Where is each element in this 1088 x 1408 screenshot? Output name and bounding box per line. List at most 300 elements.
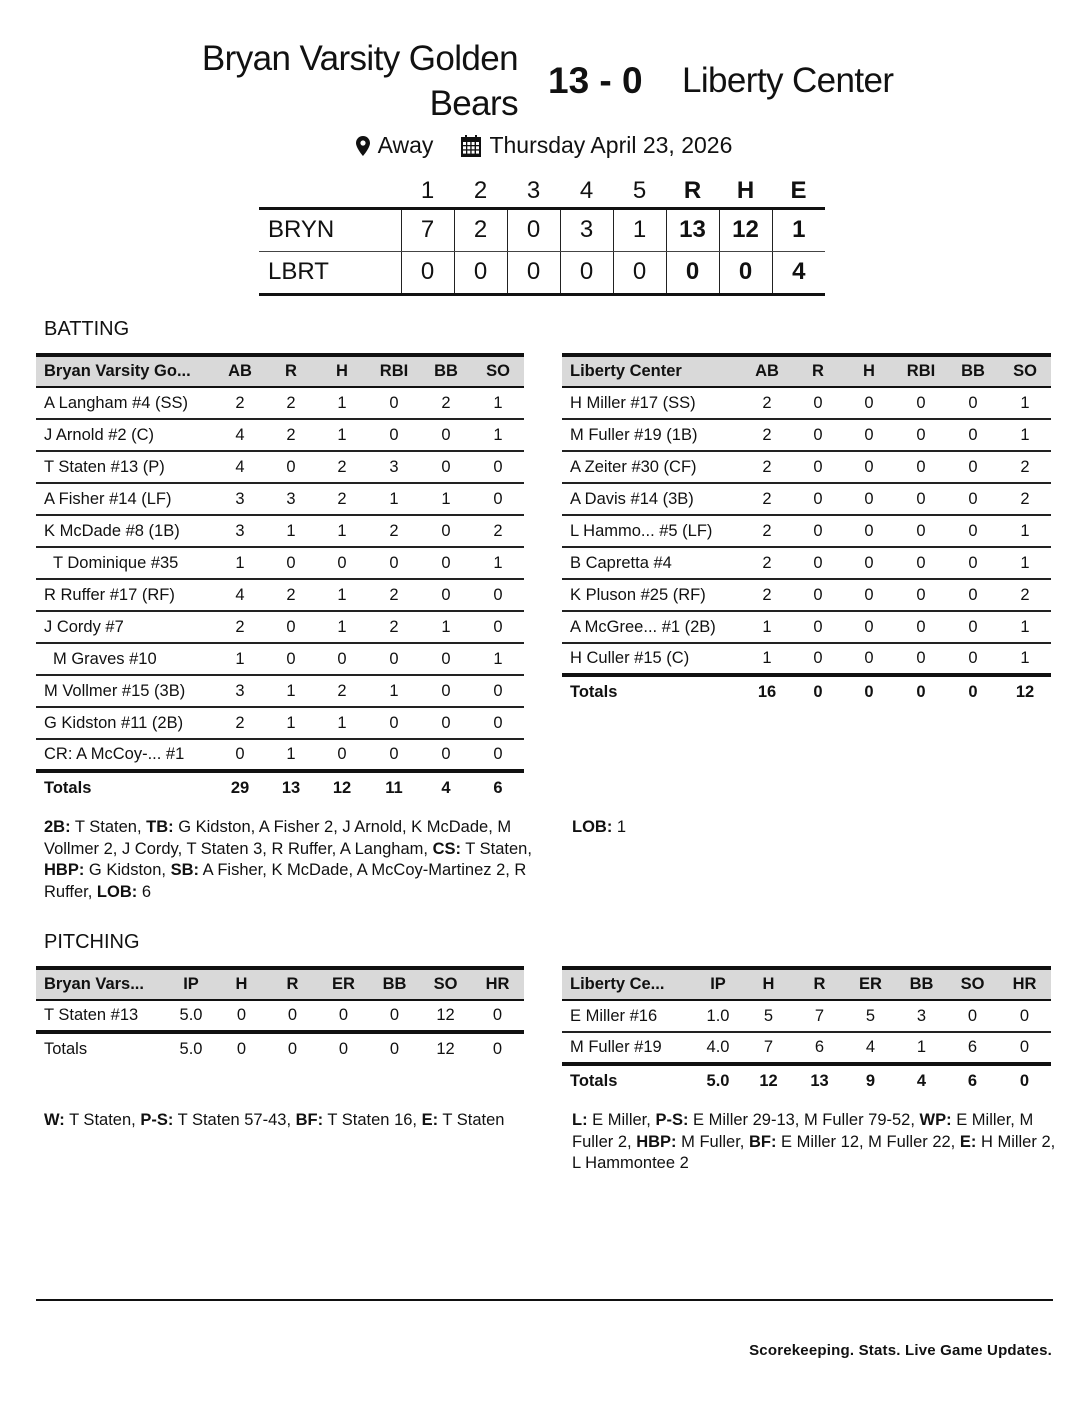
stat-value: 4 bbox=[214, 579, 266, 611]
stat-value: 1 bbox=[214, 643, 266, 675]
inning-header: 3 bbox=[526, 177, 541, 205]
stat-value: 3 bbox=[214, 515, 266, 547]
player-row bbox=[36, 643, 524, 675]
stat-value: 0 bbox=[843, 387, 895, 419]
total-value: 0 bbox=[864, 682, 874, 701]
player-name: M Fuller #19 bbox=[562, 1032, 693, 1064]
total-value: 0 bbox=[338, 1039, 349, 1058]
stat-value: 0 bbox=[998, 1000, 1051, 1032]
team-column-header: Liberty Ce... bbox=[562, 968, 693, 1000]
stat-value: 0 bbox=[843, 643, 895, 675]
runs-total: 0 bbox=[666, 251, 719, 294]
stat-value: 5 bbox=[743, 1000, 794, 1032]
total-value: 0 bbox=[389, 1039, 400, 1058]
runs-header: R bbox=[683, 177, 702, 205]
stat-value: 0 bbox=[947, 611, 999, 643]
inning-score: 2 bbox=[454, 208, 507, 251]
player-name: H Culler #15 (C) bbox=[562, 643, 741, 675]
stat-column-header: BB bbox=[896, 968, 947, 1000]
player-row bbox=[562, 483, 1051, 515]
hits-header: H bbox=[736, 177, 755, 205]
map-pin-icon bbox=[356, 136, 370, 156]
linescore-team: BRYN bbox=[259, 208, 401, 251]
inning-header: 5 bbox=[632, 177, 647, 205]
player-name: K McDade #8 (1B) bbox=[36, 515, 214, 547]
inning-score: 0 bbox=[560, 251, 613, 294]
inning-score: 1 bbox=[613, 208, 666, 251]
inning-score: 0 bbox=[401, 251, 454, 294]
inning-score: 0 bbox=[613, 251, 666, 294]
stat-value: 4.0 bbox=[693, 1032, 743, 1064]
stat-header-row bbox=[36, 355, 524, 387]
player-row bbox=[562, 515, 1051, 547]
stat-value: 0 bbox=[266, 611, 316, 643]
totals-row bbox=[36, 771, 524, 803]
team-column-header: Bryan Vars... bbox=[36, 968, 166, 1000]
stat-value: 0 bbox=[472, 451, 524, 483]
stat-value: 5 bbox=[845, 1000, 896, 1032]
stat-value: 0 bbox=[368, 707, 420, 739]
player-name: E Miller #16 bbox=[562, 1000, 693, 1032]
pitching-section-title: PITCHING bbox=[44, 931, 140, 953]
stat-value: 0 bbox=[947, 547, 999, 579]
stat-value: 0 bbox=[420, 515, 472, 547]
stat-value: 1 bbox=[420, 611, 472, 643]
stat-value: 2 bbox=[266, 579, 316, 611]
team-column-header: Liberty Center bbox=[562, 355, 741, 387]
total-value: 5.0 bbox=[706, 1071, 730, 1090]
stat-value: 0 bbox=[316, 547, 368, 579]
stat-value: 1 bbox=[316, 611, 368, 643]
stat-value: 2 bbox=[368, 611, 420, 643]
stat-column-header: R bbox=[267, 968, 318, 1000]
stat-value: 2 bbox=[741, 451, 793, 483]
total-value: 0 bbox=[236, 1039, 247, 1058]
stat-value: 0 bbox=[843, 483, 895, 515]
stat-header-row bbox=[562, 968, 1051, 1000]
linescore-row bbox=[259, 208, 825, 251]
stat-column-header: HR bbox=[471, 968, 524, 1000]
linescore-team-header bbox=[259, 176, 401, 208]
stat-value: 7 bbox=[794, 1000, 845, 1032]
linescore-row bbox=[259, 251, 825, 294]
stat-value: 0 bbox=[420, 451, 472, 483]
note-label: BF: bbox=[295, 1111, 324, 1129]
total-value: 0 bbox=[813, 682, 823, 701]
stat-value: 7 bbox=[743, 1032, 794, 1064]
total-value: 5.0 bbox=[179, 1039, 203, 1058]
note-text: M Fuller, bbox=[676, 1132, 749, 1151]
totals-row bbox=[36, 1032, 524, 1064]
total-value: 11 bbox=[385, 778, 403, 797]
location-label: Away bbox=[377, 132, 434, 158]
final-score: 13 - 0 bbox=[548, 60, 643, 101]
stat-value: 0 bbox=[420, 675, 472, 707]
note-label: LOB: bbox=[572, 818, 613, 836]
stat-value: 2 bbox=[214, 611, 266, 643]
errors-header: E bbox=[790, 177, 807, 205]
note-label: HBP: bbox=[636, 1132, 677, 1151]
note-label: P-S: bbox=[655, 1111, 689, 1129]
stat-value: 1 bbox=[316, 515, 368, 547]
total-value: 6 bbox=[493, 778, 503, 797]
stat-value: 0 bbox=[895, 451, 947, 483]
note-label: BF: bbox=[748, 1132, 777, 1151]
stat-value: 0 bbox=[843, 419, 895, 451]
stat-value: 0 bbox=[843, 611, 895, 643]
calendar-icon bbox=[461, 135, 481, 157]
stat-value: 0 bbox=[266, 643, 316, 675]
hits-total: 12 bbox=[719, 208, 772, 251]
errors-total: 1 bbox=[772, 208, 825, 251]
totals-label: Totals bbox=[44, 1039, 88, 1058]
player-name: M Fuller #19 (1B) bbox=[562, 419, 741, 451]
player-name: L Hammo... #5 (LF) bbox=[562, 515, 741, 547]
stat-column-header: IP bbox=[166, 968, 216, 1000]
home-batting-notes bbox=[44, 817, 534, 903]
note-label: 2B: bbox=[44, 818, 71, 836]
stat-value: 1 bbox=[999, 547, 1051, 579]
stat-value: 2 bbox=[741, 579, 793, 611]
stat-value: 0 bbox=[420, 547, 472, 579]
player-name: B Capretta #4 bbox=[562, 547, 741, 579]
note-text: T Staten 16, bbox=[323, 1111, 422, 1129]
stat-value: 0 bbox=[318, 1000, 369, 1032]
stat-value: 0 bbox=[895, 579, 947, 611]
stat-value: 2 bbox=[368, 579, 420, 611]
stat-value: 0 bbox=[266, 547, 316, 579]
stat-column-header: SO bbox=[999, 355, 1051, 387]
player-row bbox=[562, 611, 1051, 643]
stat-value: 2 bbox=[214, 707, 266, 739]
stat-value: 0 bbox=[368, 739, 420, 771]
note-label: TB: bbox=[146, 818, 174, 836]
home-team-name: Bryan Varsity Golden Bears bbox=[201, 39, 518, 123]
total-value: 0 bbox=[968, 682, 978, 701]
stat-value: 2 bbox=[214, 387, 266, 419]
stat-value: 1 bbox=[999, 419, 1051, 451]
stat-value: 1 bbox=[741, 643, 793, 675]
stat-value: 0 bbox=[368, 643, 420, 675]
stat-value: 1 bbox=[741, 611, 793, 643]
inning-score: 0 bbox=[507, 208, 560, 251]
player-name: M Graves #10 bbox=[36, 643, 214, 675]
stat-value: 5.0 bbox=[166, 1000, 216, 1032]
stat-value: 2 bbox=[368, 515, 420, 547]
note-label: WP: bbox=[919, 1111, 952, 1129]
stat-value: 2 bbox=[741, 547, 793, 579]
note-text: T Staten, bbox=[461, 839, 532, 858]
footer-divider bbox=[36, 1299, 1053, 1301]
stat-value: 0 bbox=[266, 451, 316, 483]
stat-value: 0 bbox=[316, 643, 368, 675]
player-row bbox=[36, 739, 524, 771]
stat-column-header: H bbox=[743, 968, 794, 1000]
stat-value: 3 bbox=[368, 451, 420, 483]
stat-value: 1 bbox=[266, 739, 316, 771]
stat-value: 1 bbox=[214, 547, 266, 579]
stat-column-header: ER bbox=[318, 968, 369, 1000]
stat-value: 0 bbox=[947, 1000, 998, 1032]
stat-value: 0 bbox=[895, 611, 947, 643]
stat-value: 1 bbox=[472, 387, 524, 419]
player-name: A McGree... #1 (2B) bbox=[562, 611, 741, 643]
stat-value: 0 bbox=[214, 739, 266, 771]
total-value: 4 bbox=[916, 1071, 927, 1090]
stat-column-header: H bbox=[316, 355, 368, 387]
stat-value: 0 bbox=[947, 579, 999, 611]
note-text: T Staten bbox=[438, 1111, 505, 1129]
player-name: M Vollmer #15 (3B) bbox=[36, 675, 214, 707]
stat-value: 0 bbox=[998, 1032, 1051, 1064]
inning-score: 0 bbox=[454, 251, 507, 294]
stat-value: 0 bbox=[793, 547, 843, 579]
note-text: A Fisher, K McDade, A McCoy-Martinez 2, R Ruffer, bbox=[44, 861, 527, 901]
player-row bbox=[36, 1000, 524, 1032]
linescore-header-row bbox=[259, 176, 825, 208]
totals-label: Totals bbox=[44, 778, 92, 797]
stat-value: 0 bbox=[793, 451, 843, 483]
total-value: 16 bbox=[757, 682, 777, 701]
stat-value: 1 bbox=[266, 675, 316, 707]
player-row bbox=[36, 547, 524, 579]
home-batting-table bbox=[36, 353, 524, 803]
stat-value: 1 bbox=[472, 419, 524, 451]
stat-value: 0 bbox=[947, 483, 999, 515]
away-pitching-notes bbox=[572, 1110, 1056, 1175]
stat-value: 2 bbox=[266, 387, 316, 419]
stat-column-header: AB bbox=[214, 355, 266, 387]
note-text: G Kidston, A Fisher 2, J Arnold, K McDade, M Vollmer 2, J Cordy, T Staten 3, R Ruffer, A Langham, bbox=[44, 818, 512, 858]
player-row bbox=[36, 611, 524, 643]
total-value: 9 bbox=[865, 1071, 876, 1090]
linescore-table bbox=[259, 176, 825, 296]
stat-value: 0 bbox=[368, 387, 420, 419]
stat-column-header: SO bbox=[472, 355, 524, 387]
stat-column-header: SO bbox=[420, 968, 471, 1000]
stat-value: 0 bbox=[472, 611, 524, 643]
player-name: A Zeiter #30 (CF) bbox=[562, 451, 741, 483]
stat-value: 1 bbox=[368, 483, 420, 515]
stat-value: 0 bbox=[947, 643, 999, 675]
stat-value: 0 bbox=[793, 643, 843, 675]
stat-value: 6 bbox=[794, 1032, 845, 1064]
stat-value: 0 bbox=[471, 1000, 524, 1032]
stat-value: 2 bbox=[472, 515, 524, 547]
stat-value: 0 bbox=[895, 483, 947, 515]
errors-total: 4 bbox=[772, 251, 825, 294]
stat-value: 2 bbox=[999, 451, 1051, 483]
note-label: CS: bbox=[432, 839, 461, 858]
location bbox=[356, 132, 434, 159]
note-label: P-S: bbox=[140, 1111, 174, 1129]
stat-value: 3 bbox=[214, 483, 266, 515]
batting-section-title: BATTING bbox=[44, 318, 130, 340]
stat-column-header: IP bbox=[693, 968, 743, 1000]
totals-row bbox=[562, 1064, 1051, 1096]
footer-tagline: Scorekeeping. Stats. Live Game Updates. bbox=[749, 1342, 1052, 1359]
player-row bbox=[36, 707, 524, 739]
player-row bbox=[562, 1032, 1051, 1064]
stat-value: 3 bbox=[266, 483, 316, 515]
player-row bbox=[36, 515, 524, 547]
stat-value: 0 bbox=[368, 547, 420, 579]
inning-header: 1 bbox=[420, 177, 435, 205]
stat-value: 2 bbox=[741, 419, 793, 451]
player-name: R Ruffer #17 (RF) bbox=[36, 579, 214, 611]
stat-value: 2 bbox=[999, 579, 1051, 611]
date-label: Thursday April 23, 2026 bbox=[489, 132, 733, 158]
away-pitching-table bbox=[562, 966, 1051, 1096]
totals-label: Totals bbox=[570, 1071, 618, 1090]
stat-header-row bbox=[36, 968, 524, 1000]
stat-value: 2 bbox=[266, 419, 316, 451]
stat-value: 1 bbox=[316, 579, 368, 611]
player-row bbox=[562, 1000, 1051, 1032]
stat-column-header: R bbox=[793, 355, 843, 387]
stat-value: 2 bbox=[316, 483, 368, 515]
stat-value: 0 bbox=[472, 707, 524, 739]
stat-value: 3 bbox=[896, 1000, 947, 1032]
home-pitching-notes bbox=[44, 1110, 534, 1132]
inning-header: 4 bbox=[579, 177, 594, 205]
stat-value: 0 bbox=[895, 515, 947, 547]
stat-value: 2 bbox=[420, 387, 472, 419]
player-name: A Davis #14 (3B) bbox=[562, 483, 741, 515]
stat-value: 2 bbox=[741, 483, 793, 515]
stat-value: 1 bbox=[472, 643, 524, 675]
totals-row bbox=[562, 675, 1051, 707]
player-name: T Staten #13 bbox=[36, 1000, 166, 1032]
stat-header-row bbox=[562, 355, 1051, 387]
game-header bbox=[0, 30, 1088, 130]
stat-value: 1 bbox=[316, 707, 368, 739]
stat-value: 2 bbox=[316, 451, 368, 483]
stat-value: 4 bbox=[214, 419, 266, 451]
linescore-team: LBRT bbox=[259, 251, 401, 294]
total-value: 0 bbox=[1019, 1071, 1030, 1090]
stat-value: 0 bbox=[793, 387, 843, 419]
stat-value: 1.0 bbox=[693, 1000, 743, 1032]
stat-value: 0 bbox=[895, 643, 947, 675]
total-value: 29 bbox=[230, 778, 250, 797]
stat-value: 0 bbox=[793, 611, 843, 643]
stat-value: 0 bbox=[216, 1000, 267, 1032]
total-value: 6 bbox=[967, 1071, 978, 1090]
note-text: H Miller 2, L Hammontee 2 bbox=[572, 1132, 1056, 1172]
stat-value: 0 bbox=[420, 579, 472, 611]
note-text: G Kidston, bbox=[84, 861, 171, 879]
note-text: E Miller 12, M Fuller 22, bbox=[776, 1132, 960, 1151]
stat-value: 1 bbox=[266, 515, 316, 547]
player-name: CR: A McCoy-... #1 bbox=[36, 739, 214, 771]
stat-value: 4 bbox=[214, 451, 266, 483]
stat-column-header: BB bbox=[947, 355, 999, 387]
stat-value: 1 bbox=[999, 515, 1051, 547]
player-name: A Fisher #14 (LF) bbox=[36, 483, 214, 515]
player-row bbox=[36, 419, 524, 451]
player-row bbox=[36, 451, 524, 483]
note-label: HBP: bbox=[44, 861, 85, 879]
stat-value: 2 bbox=[741, 387, 793, 419]
stat-value: 1 bbox=[368, 675, 420, 707]
inning-score: 0 bbox=[507, 251, 560, 294]
away-batting-table bbox=[562, 353, 1051, 707]
stat-value: 1 bbox=[266, 707, 316, 739]
stat-column-header: BB bbox=[420, 355, 472, 387]
stat-value: 0 bbox=[420, 643, 472, 675]
stat-value: 0 bbox=[947, 387, 999, 419]
total-value: 12 bbox=[1015, 682, 1035, 701]
note-text: T Staten, bbox=[70, 818, 147, 836]
note-text: E Miller, M Fuller 2, bbox=[572, 1111, 1034, 1151]
stat-value: 0 bbox=[947, 451, 999, 483]
stat-value: 6 bbox=[947, 1032, 998, 1064]
note-text: E Miller 29-13, M Fuller 79-52, bbox=[688, 1111, 920, 1129]
game-meta bbox=[0, 132, 1088, 159]
note-label: W: bbox=[44, 1111, 65, 1129]
stat-value: 0 bbox=[895, 547, 947, 579]
hits-total: 0 bbox=[719, 251, 772, 294]
stat-column-header: BB bbox=[369, 968, 420, 1000]
player-row bbox=[562, 579, 1051, 611]
total-value: 0 bbox=[492, 1039, 503, 1058]
player-name: J Arnold #2 (C) bbox=[36, 419, 214, 451]
note-text: T Staten 57-43, bbox=[173, 1111, 296, 1129]
stat-value: 0 bbox=[843, 579, 895, 611]
stat-value: 2 bbox=[741, 515, 793, 547]
player-name: G Kidston #11 (2B) bbox=[36, 707, 214, 739]
stat-value: 0 bbox=[843, 547, 895, 579]
stat-value: 1 bbox=[999, 387, 1051, 419]
total-value: 12 bbox=[332, 778, 352, 797]
note-label: E: bbox=[421, 1111, 439, 1129]
stat-column-header: RBI bbox=[895, 355, 947, 387]
player-row bbox=[36, 579, 524, 611]
total-value: 13 bbox=[810, 1071, 829, 1090]
player-name: J Cordy #7 bbox=[36, 611, 214, 643]
stat-value: 2 bbox=[999, 483, 1051, 515]
game-date bbox=[461, 132, 732, 159]
total-value: 12 bbox=[759, 1071, 778, 1090]
stat-column-header: RBI bbox=[368, 355, 420, 387]
player-row bbox=[36, 675, 524, 707]
note-text: 1 bbox=[612, 818, 627, 836]
stat-value: 0 bbox=[420, 419, 472, 451]
player-row bbox=[562, 419, 1051, 451]
player-row bbox=[562, 451, 1051, 483]
stat-value: 0 bbox=[316, 739, 368, 771]
stat-value: 0 bbox=[793, 515, 843, 547]
stat-column-header: ER bbox=[845, 968, 896, 1000]
stat-value: 0 bbox=[420, 739, 472, 771]
stat-column-header: R bbox=[794, 968, 845, 1000]
note-label: E: bbox=[959, 1132, 977, 1151]
stat-value: 0 bbox=[793, 579, 843, 611]
stat-column-header: HR bbox=[998, 968, 1051, 1000]
stat-value: 0 bbox=[895, 387, 947, 419]
stat-value: 3 bbox=[214, 675, 266, 707]
player-name: H Miller #17 (SS) bbox=[562, 387, 741, 419]
player-row bbox=[562, 387, 1051, 419]
stat-column-header: AB bbox=[741, 355, 793, 387]
stat-value: 0 bbox=[368, 419, 420, 451]
note-text: T Staten, bbox=[64, 1111, 141, 1129]
stat-value: 0 bbox=[472, 675, 524, 707]
note-label: L: bbox=[572, 1111, 588, 1129]
stat-value: 1 bbox=[896, 1032, 947, 1064]
home-pitching-table bbox=[36, 966, 524, 1064]
